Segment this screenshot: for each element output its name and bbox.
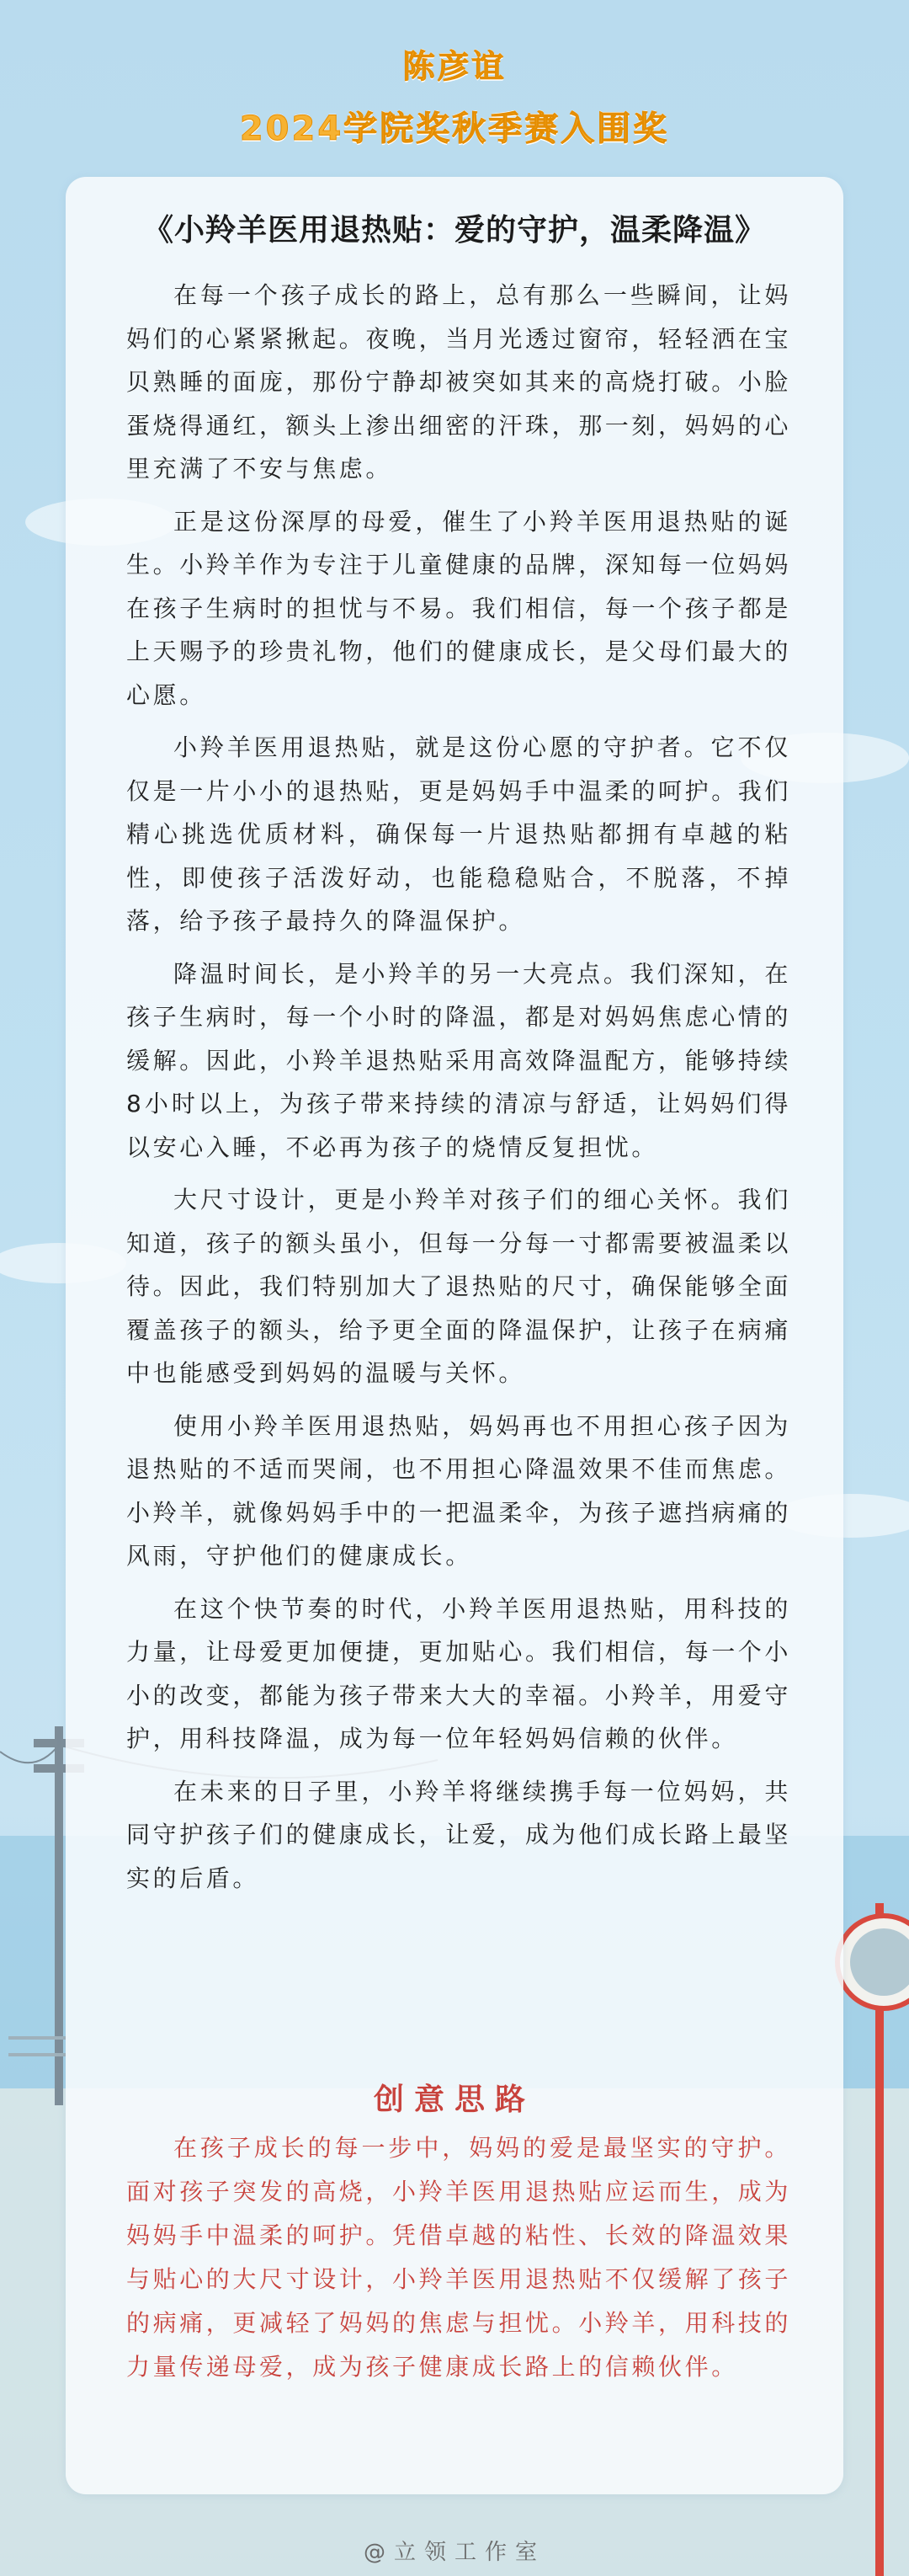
studio-credit: @立领工作室 xyxy=(363,2540,545,2565)
paragraph: 在这个快节奏的时代，小羚羊医用退热贴，用科技的力量，让母爱更加便捷，更加贴心。我们相信，每一个小小的改变，都能为孩子带来大大的幸福。小羚羊，用爱守护，用科技降温，成为每一位年轻妈妈信赖的伙伴。 xyxy=(126,1594,792,1752)
paragraph: 小羚羊医用退热贴，就是这份心愿的守护者。它不仅仅是一片小小的退热贴，更是妈妈手中温柔的呵护。我们精心挑选优质材料，确保每一片退热贴都拥有卓越的粘性，即使孩子活泼好动，也能稳稳贴合，不脱落，不掉落，给予孩子最持久的降温保护。 xyxy=(126,733,792,935)
paragraph: 在未来的日子里，小羚羊将继续携手每一位妈妈，共同守护孩子们的健康成长，让爱，成为他们成长路上最坚实的后盾。 xyxy=(126,1777,792,1892)
article-body xyxy=(126,274,791,1909)
paragraph: 在每一个孩子成长的路上，总有那么一些瞬间，让妈妈们的心紧紧揪起。夜晚，当月光透过窗帘，轻轻洒在宝贝熟睡的面庞，那份宁静却被突如其来的高烧打破。小脸蛋烧得通红，额头上渗出细密的汗珠，那一刻，妈妈的心里充满了不安与焦虑。 xyxy=(126,281,792,483)
idea-paragraph: 在孩子成长的每一步中，妈妈的爱是最坚实的守护。面对孩子突发的高烧，小羚羊医用退热贴应运而生，成为妈妈手中温柔的呵护。凭借卓越的粘性、长效的降温效果与贴心的大尺寸设计，小羚羊医用退热贴不仅缓解了孩子的病痛，更减轻了妈妈的焦虑与担忧。小羚羊，用科技的力量传递母爱，成为孩子健康成长路上的信赖伙伴。 xyxy=(126,2134,792,2381)
paragraph: 使用小羚羊医用退热贴，妈妈再也不用担心孩子因为退热贴的不适而哭闹，也不用担心降温效果不佳而焦虑。小羚羊，就像妈妈手中的一把温柔伞，为孩子遮挡病痛的风雨，守护他们的健康成长。 xyxy=(126,1411,792,1570)
paragraph: 大尺寸设计，更是小羚羊对孩子们的细心关怀。我们知道，孩子的额头虽小，但每一分每一寸都需要被温柔以待。因此，我们特别加大了退热贴的尺寸，确保能够全面覆盖孩子的额头，给予更全面的降温保护，让孩子在病痛中也能感受到妈妈的温暖与关怀。 xyxy=(126,1186,792,1387)
idea-heading: 创意思路 xyxy=(373,2083,535,2117)
author-name: 陈彦谊 xyxy=(402,48,507,85)
idea-body xyxy=(126,2126,791,2389)
paragraph: 降温时间长，是小羚羊的另一大亮点。我们深知，在孩子生病时，每一个小时的降温，都是对妈妈焦虑心情的缓解。因此，小羚羊退热贴采用高效降温配方，能够持续8小时以上，为孩子带来持续的清凉与舒适，让妈妈们得以安心入睡，不必再为孩子的烧情反复担忧。 xyxy=(126,959,792,1161)
paragraph: 正是这份深厚的母爱，催生了小羚羊医用退热贴的诞生。小羚羊作为专注于儿童健康的品牌，深知每一位妈妈在孩子生病时的担忧与不易。我们相信，每一个孩子都是上天赐予的珍贵礼物，他们的健康成长，是父母们最大的心愿。 xyxy=(126,507,792,709)
award-title: 2024学院奖秋季赛入围奖 xyxy=(239,109,670,148)
article-title: 《小羚羊医用退热贴：爱的守护，温柔降温》 xyxy=(142,213,766,248)
award-header xyxy=(0,0,909,168)
